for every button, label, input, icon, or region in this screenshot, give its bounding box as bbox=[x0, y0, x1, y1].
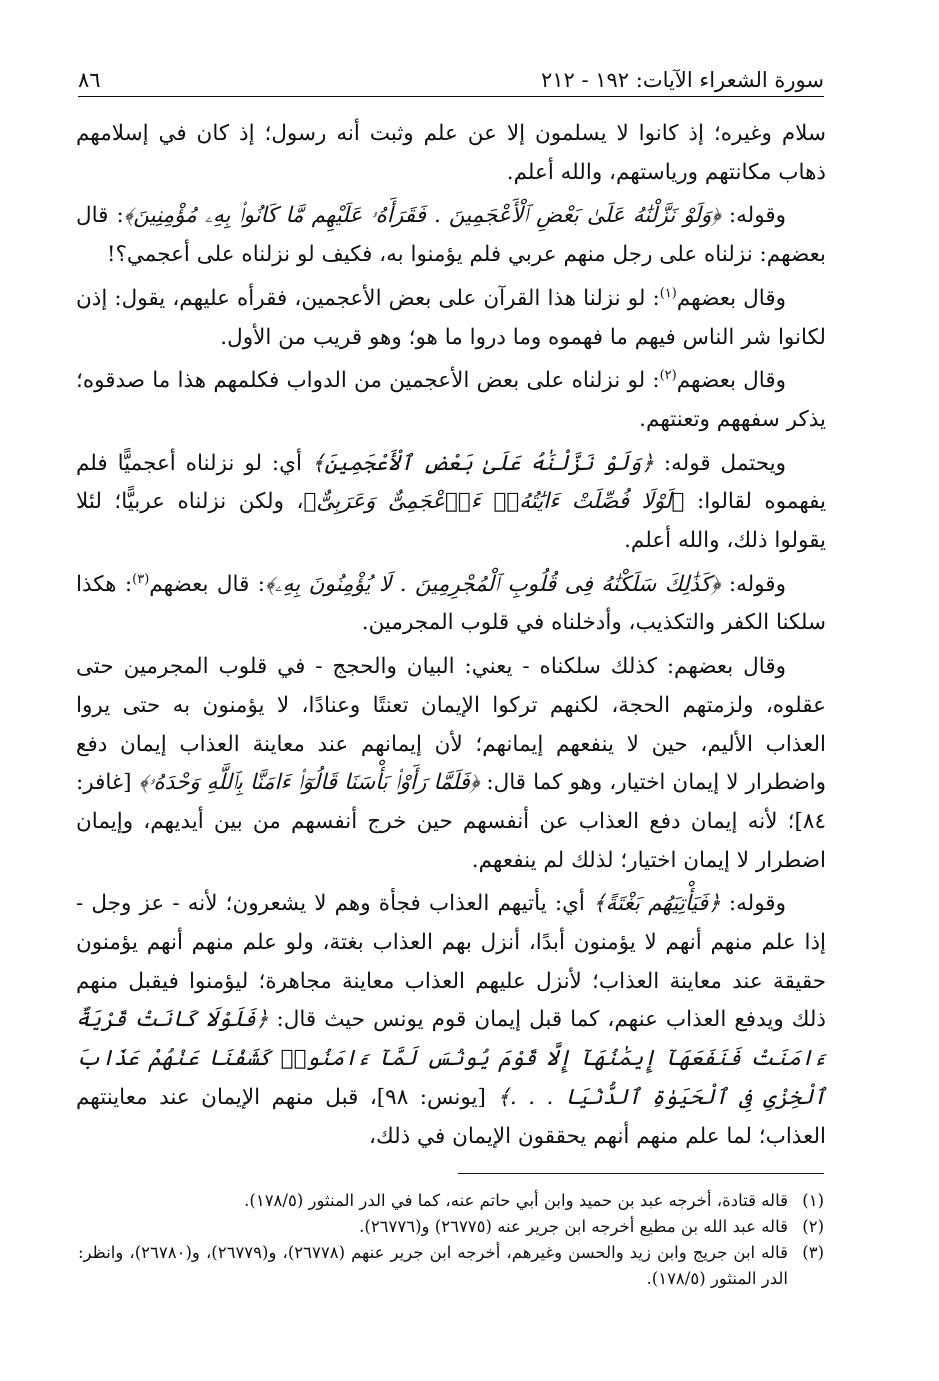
footnote-1 bbox=[78, 1188, 824, 1214]
text-run: : هكذا سلكنا الكفر والتكذيب، وأدخلناه في قلوب المجرمين. bbox=[76, 571, 826, 636]
quran-verse: ﴿كَذَٰلِكَ سَلَكْنَٰهُ فِى قُلُوبِ ٱلْمُجْرِمِينَ . لَا يُؤْمِنُونَ بِهِۦ﴾ bbox=[265, 571, 721, 597]
footnote-text: قاله قتادة، أخرجه عبد بن حميد وابن أبي حاتم عنه، كما في الدر المنثور (١٧٨/٥). bbox=[244, 1191, 788, 1210]
text-run: ، ولكن نزلناه عربيًّا؛ لئلا يقولوا ذلك، والله أعلم. bbox=[76, 489, 826, 554]
footnote-2 bbox=[78, 1214, 824, 1240]
text-run: وقوله: bbox=[720, 571, 786, 597]
text-run: : قال بعضهم: نزلناه على رجل منهم عربي فلم يؤمنوا به، فكيف لو نزلناه على أعجمي؟! bbox=[76, 203, 826, 268]
text-run: : قال بعضهم bbox=[149, 571, 266, 597]
paragraph bbox=[76, 885, 826, 1156]
body-text bbox=[76, 115, 826, 1156]
paragraph bbox=[76, 648, 826, 880]
quran-verse: ﴿وَلَوْ نَزَّلْنَٰهُ عَلَىٰ بَعْضِ ٱلْأَعْجَمِينَ . فَقَرَأَهُۥ عَلَيْهِم مَّا كَانُوا۟ بِهِۦ مُؤْمِنِينَ﴾ bbox=[123, 203, 721, 229]
text-run: ويحتمل قوله: bbox=[653, 450, 786, 476]
footnote-text: قاله ابن جريج وابن زيد والحسن وغيرهم، أخرجه ابن جرير عنهم (٢٦٧٧٨)، و(٢٦٧٧٩)، و(٢٦٧٨٠)، وانظر: الدر المنثور (١٧٨/٥). bbox=[78, 1243, 788, 1288]
quran-verse: ﴿وَلَوْ نَزَّلْنَٰهُ عَلَىٰ بَعْضِ ٱلْأَعْجَمِينَ﴾ bbox=[311, 450, 654, 476]
text-run: أي: لو نزلناه أعجميًّا فلم يفهموه لقالوا: bbox=[76, 450, 827, 515]
text-run: [غافر: ٨٤]؛ لأنه إيمان دفع العذاب عن أنفسهم حين خرج أنفسهم من بين أيديهم، وإيمان اضطرار لا إيمان اختيار؛ لذلك لم ينفعهم. bbox=[76, 770, 826, 873]
header-divider bbox=[78, 96, 824, 97]
footnote-ref: (١) bbox=[659, 285, 677, 301]
text-run: أي: يأتيهم العذاب فجأة وهم لا يشعرون؛ لأنه - عز وجل - إذا علم منهم أنهم لا يؤمنون أبدًا، أنزل بهم العذاب بغتة، ولو علم منهم أنهم يؤمنون حقيقة عند معاينة العذاب؛ لأنزل عليهم العذاب معاينة مجاهرة؛ ليؤمنوا فيقبل منهم ذلك ويدفع العذاب عنهم، كما قبل إيمان قوم يونس حيث قال: bbox=[76, 891, 826, 1033]
text-run: : لو نزلناه على بعض الأعجمين من الدواب فكلمهم هذا ما صدقوه؛ يذكر سفههم وتعنتهم. bbox=[76, 368, 826, 432]
text-run: [يونس: ٩٨]، قبل منهم الإيمان عند معاينتهم العذاب؛ لما علم منهم أنهم يحققون الإيمان في ذلك، bbox=[76, 1084, 826, 1149]
paragraph bbox=[76, 362, 826, 439]
text-run: وقال بعضهم bbox=[676, 368, 786, 394]
footnote-ref: (٢) bbox=[659, 368, 677, 384]
footnote-divider bbox=[458, 1173, 824, 1174]
text-run: وقوله: bbox=[720, 203, 786, 229]
footnote-number: (١) bbox=[802, 1191, 824, 1210]
paragraph bbox=[76, 115, 826, 192]
quran-verse: ﴿فَلَوْلَا كَانَتْ قَرْيَةٌ ءَامَنَتْ فَنَفَعَهَآ إِيمَٰنُهَآ إِلَّا قَوْمَ يُونُسَ لَمَّآ ءَامَنُوا۟ كَشَفْنَا عَنْهُمْ عَذَابَ ٱلْخِزْىِ فِى ٱلْحَيَوٰةِ ٱلدُّنْيَا . . .﴾ bbox=[76, 1007, 826, 1110]
quran-verse: ﴿فَلَمَّا رَأَوْا۟ بَأْسَنَا قَالُوٓا۟ ءَامَنَّا بِٱللَّهِ وَحْدَهُۥ﴾ bbox=[138, 770, 480, 796]
footnote-ref: (٣) bbox=[132, 571, 150, 587]
page-number: ٨٦ bbox=[78, 68, 101, 92]
text-run: وقوله: bbox=[720, 891, 786, 917]
text-run: وقال بعضهم: كذلك سلكناه - يعني: البيان والحجج - في قلوب المجرمين حتى عقلوه، ولزمتهم الحجة، لكنهم تركوا الإيمان تعنتًا وعنادًا، لا يؤمنون به حتى يروا العذاب الأليم، حين لا ينفعهم إيمانهم؛ لأن إيمانهم عند معاينة العذاب إيمان دفع واضطرار لا إيمان اختيار، وهو كما قال: bbox=[76, 654, 826, 796]
footnotes bbox=[78, 1188, 824, 1292]
footnote-3 bbox=[78, 1240, 824, 1292]
footnote-text: قاله عبد الله بن مطيع أخرجه ابن جرير عنه (٢٦٧٧٥) و(٢٦٧٧٦). bbox=[359, 1217, 788, 1236]
paragraph bbox=[76, 280, 826, 357]
footnote-number: (٢) bbox=[802, 1217, 824, 1236]
text-run: سلام وغيره؛ إذ كانوا لا يسلمون إلا عن علم وثبت أنه رسول؛ إذ كان في إسلامهم ذهاب مكانتهم ورياستهم، والله أعلم. bbox=[76, 121, 826, 185]
paragraph bbox=[76, 445, 826, 561]
running-title: سورة الشعراء الآيات: ١٩٢ - ٢١٢ bbox=[540, 68, 824, 92]
quran-verse: ﴿لَوْلَا فُصِّلَتْ ءَايَٰتُهُۥٓ ءَا۬عْجَمِىٌّ وَعَرَبِىٌّ﴾ bbox=[303, 489, 685, 515]
page-header bbox=[78, 58, 824, 92]
text-run: وقال بعضهم bbox=[676, 285, 786, 311]
quran-verse: ﴿فَيَأْتِيَهُم بَغْتَةً﴾ bbox=[593, 891, 721, 917]
paragraph bbox=[76, 197, 826, 274]
footnote-number: (٣) bbox=[802, 1243, 824, 1262]
paragraph bbox=[76, 566, 826, 643]
text-run: : لو نزلنا هذا القرآن على بعض الأعجمين، فقرأه عليهم، يقول: إذن لكانوا شر الناس فيهم ما فهموه وما دروا ما هو؛ وهو قريب من الأول. bbox=[76, 285, 826, 350]
